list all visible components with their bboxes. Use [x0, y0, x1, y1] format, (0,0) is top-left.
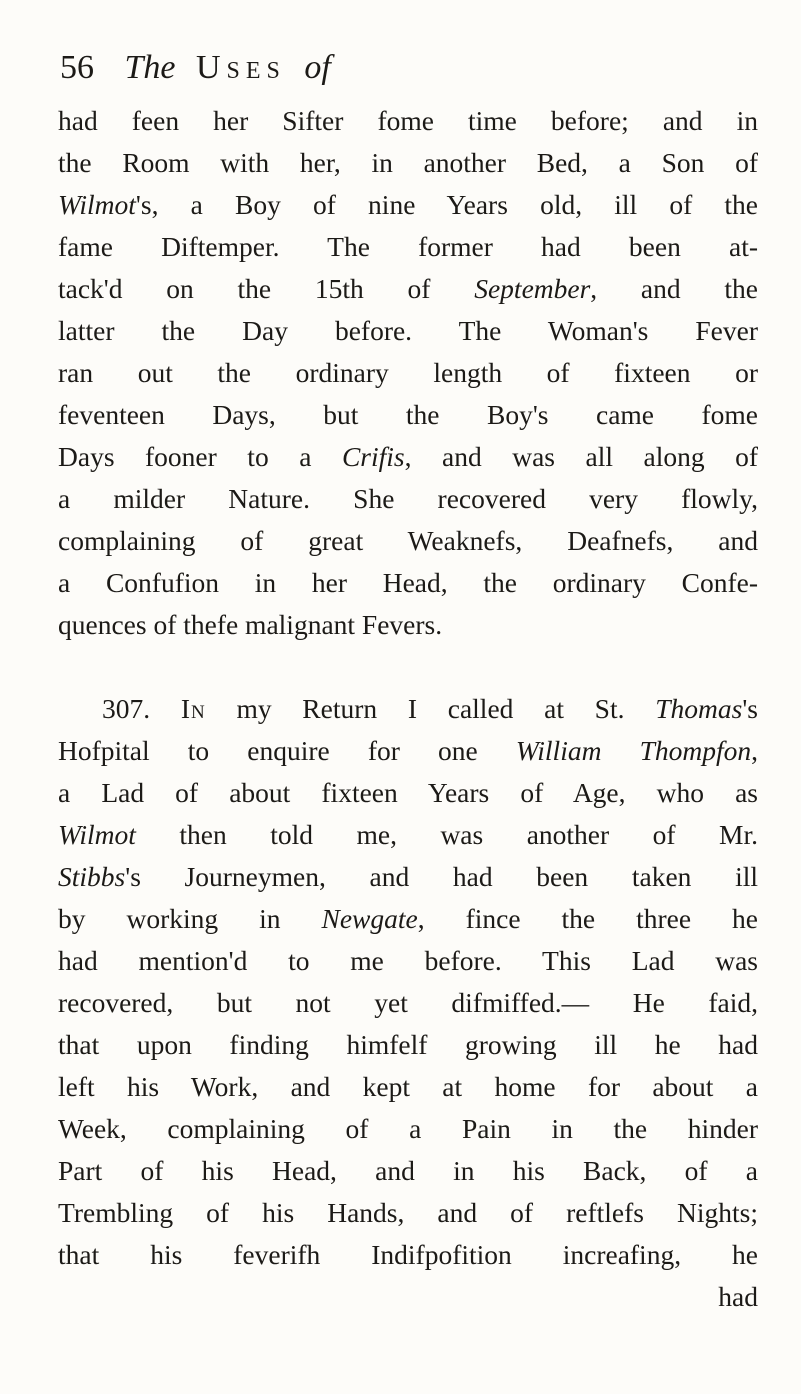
- text-line: that upon finding himfelf growing ill he had: [58, 1029, 758, 1060]
- text-line: latter the Day before. The Woman's Fever: [58, 315, 758, 346]
- text-line: Days fooner to a Crifis, and was all along of: [58, 441, 758, 472]
- text-line: complaining of great Weaknefs, Deafnefs, and: [58, 525, 758, 556]
- text-line: Hofpital to enquire for one William Thompfon,: [58, 735, 758, 766]
- text-line: had mention'd to me before. This Lad was: [58, 945, 758, 976]
- text-line: fame Diftemper. The former had been at-: [58, 231, 758, 262]
- text-line: the Room with her, in another Bed, a Son of: [58, 147, 758, 178]
- text-line: left his Work, and kept at home for about a: [58, 1071, 758, 1102]
- text-line: that his feverifh Indifpofition increafing, he: [58, 1239, 758, 1270]
- catchword: had: [718, 1281, 758, 1312]
- running-head-uses: Uses: [196, 49, 286, 86]
- text-line: quences of thefe malignant Fevers.: [58, 609, 443, 640]
- text-line: Stibbs's Journeymen, and had been taken ill: [58, 861, 758, 892]
- text-line: Week, complaining of a Pain in the hinder: [58, 1113, 758, 1144]
- running-head-of: of: [304, 49, 331, 86]
- text-line: 307. In my Return I called at St. Thomas's: [102, 693, 758, 724]
- text-line: tack'd on the 15th of September, and the: [58, 273, 758, 304]
- text-line: a Lad of about fixteen Years of Age, who as: [58, 777, 758, 808]
- paragraph-gap: [58, 646, 758, 688]
- page-number: 56: [60, 49, 94, 86]
- text-line: Wilmot then told me, was another of Mr.: [58, 819, 758, 850]
- running-head-the: The: [124, 49, 176, 86]
- body-text: [58, 100, 758, 1318]
- text-line: ran out the ordinary length of fixteen or: [58, 357, 758, 388]
- text-line: recovered, but not yet difmiffed.— He faid,: [58, 987, 758, 1018]
- text-line: feventeen Days, but the Boy's came fome: [58, 399, 758, 430]
- text-line: Wilmot's, a Boy of nine Years old, ill of the: [58, 189, 758, 220]
- text-line: a milder Nature. She recovered very flowly,: [58, 483, 758, 514]
- text-line: by working in Newgate, fince the three he: [58, 903, 758, 934]
- text-line: Part of his Head, and in his Back, of a: [58, 1155, 758, 1186]
- text-line: a Confufion in her Head, the ordinary Confe-: [58, 567, 758, 598]
- paragraph-number: 307.: [102, 693, 151, 724]
- running-header: [60, 42, 760, 94]
- text-line: Trembling of his Hands, and of reftlefs Nights;: [58, 1197, 758, 1228]
- text-line: had feen her Sifter fome time before; and in: [58, 105, 758, 136]
